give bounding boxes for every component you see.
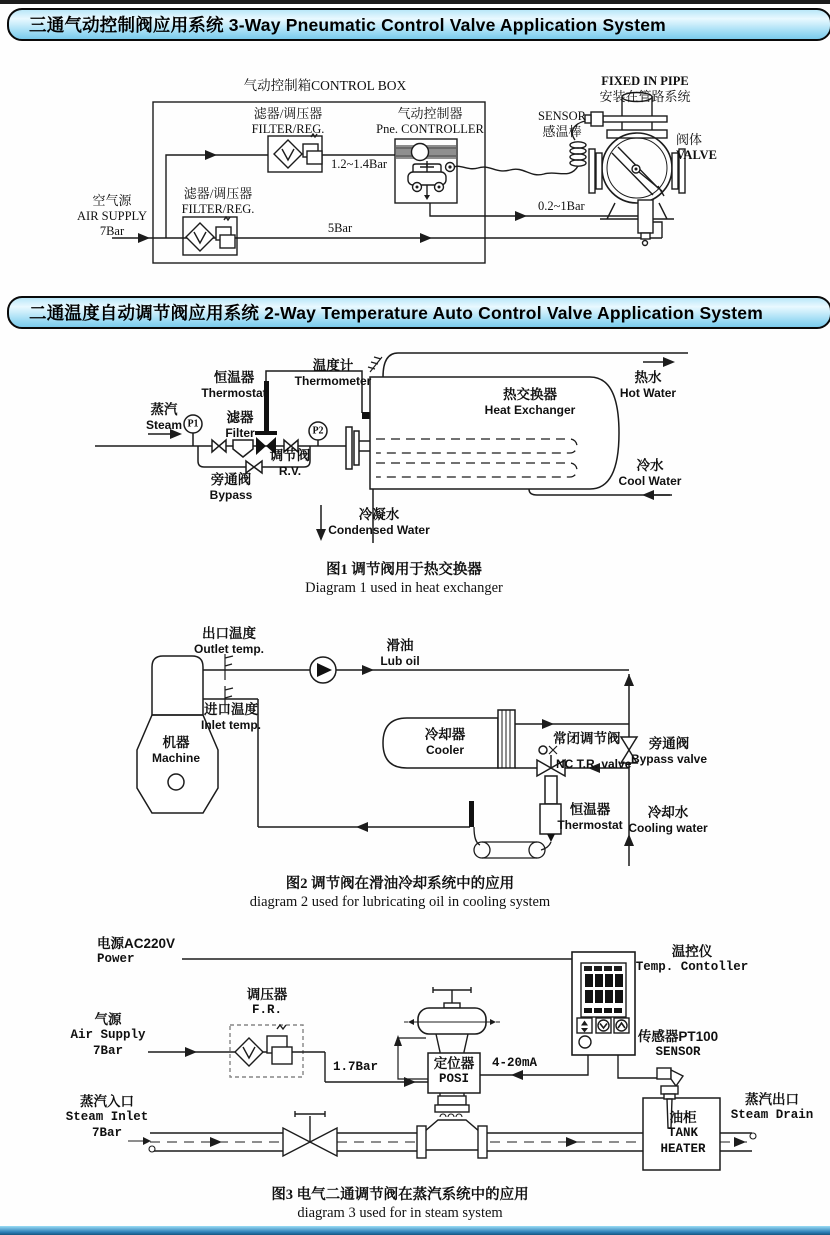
label-fixed-in-pipe [599, 74, 690, 105]
label-thermometer-cn: 温度计 [312, 358, 354, 373]
label-positioner-en: POSI [438, 1072, 469, 1087]
label-hx-cn: 热交换器 [502, 387, 557, 402]
label-control-box-text: 气动控制箱CONTROL BOX [243, 78, 407, 93]
label-thermometer [295, 358, 372, 389]
caption-diagram-2 [250, 876, 550, 911]
label-thermostat-2-cn: 恒温器 [569, 802, 611, 817]
label-fr-cn: 调压器 [246, 987, 288, 1002]
temp-controller-device [572, 952, 635, 1055]
label-nc-valve-cn-text: 常闭调节阀 [553, 731, 621, 746]
label-cooling-water-cn: 冷却水 [647, 805, 689, 820]
caption-1-en: Diagram 1 used in heat exchanger [305, 579, 503, 596]
label-fr-en: F.R. [251, 1003, 282, 1018]
label-cooling-water [628, 805, 707, 836]
label-steam-1 [146, 402, 182, 433]
label-positioner-cn: 定位器 [433, 1056, 475, 1071]
label-filter-bottom-cn: 滤器/调压器 [183, 186, 253, 201]
caption-3-en: diagram 3 used for in steam system [297, 1204, 503, 1221]
label-pressure-signal [331, 157, 387, 172]
label-nc-valve-cn [553, 731, 621, 747]
label-steam-drain-en: Steam Drain [730, 1108, 814, 1123]
filter-reg-bottom-symbol [183, 217, 237, 255]
bottom-border [0, 1226, 830, 1235]
label-air-supply-cn: 空气源 [92, 193, 132, 208]
label-17bar [333, 1060, 378, 1075]
sensor-capillary [454, 166, 578, 175]
gate-valve-1 [212, 440, 226, 452]
label-hot-water-cn: 热水 [634, 370, 662, 385]
label-valve-body-en: VALVE [676, 147, 717, 162]
manual-valve-symbol [283, 1111, 337, 1156]
label-outlet-temp-cn: 出口温度 [201, 626, 256, 641]
label-bypass-valve [631, 736, 707, 767]
label-pressure-signal-text: 1.2~1.4Bar [331, 157, 388, 171]
label-inlet-temp-en: Inlet temp. [200, 718, 262, 733]
label-machine-cn: 机器 [162, 735, 190, 750]
label-thermostat-1-cn: 恒温器 [213, 370, 255, 385]
label-outlet-temp-en: Outlet temp. [193, 642, 265, 657]
label-pressure-output-text: 0.2~1Bar [538, 199, 585, 213]
section-header-2way-text: 二通温度自动调节阀应用系统 2-Way Temperature Auto Control Valve Application System [29, 303, 763, 323]
caption-3-cn: 图3 电气二通调节阀在蒸汽系统中的应用 [271, 1187, 529, 1203]
label-pt100-cn: 传感器PT100 [637, 1029, 719, 1044]
output-signal-line [430, 203, 638, 216]
label-cooler [425, 727, 466, 758]
label-steam-inlet-cn: 蒸汽入口 [79, 1094, 134, 1109]
label-air-supply-3-cn: 气源 [94, 1012, 122, 1027]
label-filter-top-en: FILTER/REG. [251, 121, 325, 136]
feedback-line [398, 1038, 428, 1079]
label-fr [247, 987, 288, 1019]
label-cool-water-cn: 冷水 [636, 458, 664, 473]
label-air-supply-pressure: 7Bar [99, 224, 125, 239]
label-filter-1-cn: 滤器 [226, 410, 254, 425]
label-filter-top [252, 106, 325, 137]
label-420ma [492, 1056, 537, 1071]
label-hot-water-en: Hot Water [619, 386, 677, 401]
label-steam-inlet-en: Steam Inlet [65, 1110, 149, 1125]
label-tank-en1: TANK [667, 1126, 699, 1141]
label-condensed-water [328, 507, 430, 538]
label-inlet-temp-cn: 进口温度 [203, 702, 258, 717]
label-positioner [434, 1056, 475, 1088]
filter-symbol [233, 440, 253, 457]
label-bypass-1-cn: 旁通阀 [210, 472, 252, 487]
label-steam-1-cn: 蒸汽 [150, 402, 178, 417]
label-fixed-cn: 安装在管路系统 [599, 89, 691, 105]
label-air-supply-3-en: Air Supply [70, 1028, 146, 1043]
filter-reg-top-symbol [268, 134, 322, 172]
caption-2-cn: 图2 调节阀在滑油冷却系统中的应用 [285, 876, 515, 892]
label-air-supply-en: AIR SUPPLY [77, 208, 147, 223]
label-temp-controller [636, 944, 749, 976]
label-bypass-1-en: Bypass [209, 488, 253, 503]
label-controller-en: Pne. CONTROLLER [376, 121, 484, 136]
label-pressure-supply [328, 221, 352, 236]
pneumatic-controller-symbol [395, 139, 457, 203]
label-thermostat-1 [201, 370, 266, 401]
label-machine [152, 735, 200, 766]
label-cooler-en: Cooler [425, 743, 464, 758]
label-pressure-output [538, 199, 585, 214]
label-rv-en: R.V. [278, 464, 302, 479]
label-bypass-valve-cn: 旁通阀 [648, 736, 690, 751]
label-valve-body-cn: 阀体 [676, 132, 703, 147]
capillary-coil [570, 142, 586, 166]
label-hx-en: Heat Exchanger [484, 403, 576, 418]
label-regulating-valve [270, 448, 311, 479]
label-nc-valve-en [556, 757, 631, 772]
label-lub-oil [380, 638, 419, 669]
label-temp-controller-cn: 温控仪 [671, 944, 713, 959]
label-tank-heater [660, 1110, 705, 1157]
label-inlet-temp [201, 702, 261, 733]
label-filter-top-cn: 滤器/调压器 [253, 106, 323, 121]
label-steam-drain-cn: 蒸汽出口 [744, 1092, 799, 1107]
label-control-box [244, 78, 407, 94]
label-cooling-water-en: Cooling water [628, 821, 708, 836]
caption-2-en: diagram 2 used for lubricating oil in cooling system [249, 893, 551, 910]
label-temp-controller-en: Temp. Contoller [635, 960, 749, 975]
label-sensor [538, 109, 586, 140]
label-nc-valve-en-text: NC T.R. valve [556, 757, 632, 771]
label-tank-cn: 油柜 [669, 1110, 697, 1125]
label-pt100-en: SENSOR [655, 1045, 701, 1060]
label-fixed-en: FIXED IN PIPE [601, 74, 689, 88]
label-filter-1-en: Filter [225, 426, 255, 441]
label-heat-exchanger [485, 387, 576, 418]
label-pt100 [638, 1029, 718, 1061]
label-steam-drain [731, 1092, 814, 1124]
label-tank-en2: HEATER [660, 1141, 706, 1156]
label-controller [376, 106, 484, 137]
section-header-3way-text: 三通气动控制阀应用系统 3-Way Pneumatic Control Valve Application System [29, 15, 666, 35]
caption-1-cn: 图1 调节阀用于热交换器 [326, 562, 482, 578]
fr-filter-symbol [235, 1025, 292, 1066]
label-filter-1 [225, 410, 254, 441]
label-cool-water [619, 458, 682, 489]
label-steam-1-en: Steam [145, 418, 183, 433]
label-sensor-en: SENSOR [538, 109, 586, 123]
label-lub-oil-cn: 滑油 [386, 638, 414, 653]
label-thermostat-1-en: Thermostat [201, 386, 267, 401]
label-machine-en: Machine [151, 751, 201, 766]
gauge-p2-text: P2 [312, 425, 324, 437]
label-air-supply [77, 193, 147, 239]
label-thermostat-2-en: Thermostat [557, 818, 623, 833]
label-17bar-text: 1.7Bar [333, 1060, 379, 1074]
label-pressure-supply-text: 5Bar [327, 221, 353, 235]
label-air-supply-3-pressure: 7Bar [92, 1043, 124, 1058]
label-sensor-cn: 感温棒 [542, 124, 582, 140]
label-condensed-cn: 冷凝水 [358, 507, 400, 522]
label-420ma-text: 4-20mA [492, 1056, 538, 1070]
gauge-p1-text: P1 [187, 418, 199, 430]
label-filter-bottom [182, 186, 255, 217]
label-valve-body [676, 132, 717, 163]
label-steam-inlet-pressure: 7Bar [91, 1125, 123, 1140]
label-controller-cn: 气动控制器 [397, 106, 463, 121]
label-cooler-cn: 冷却器 [424, 727, 466, 742]
label-filter-bottom-en: FILTER/REG. [181, 201, 255, 216]
label-lub-oil-en: Lub oil [380, 654, 420, 669]
label-steam-inlet [66, 1094, 149, 1141]
label-thermometer-en: Thermometer [294, 374, 372, 389]
label-power-cn: 电源AC220V [97, 936, 176, 951]
caption-diagram-3 [271, 1187, 528, 1222]
label-bypass-valve-en: Bypass valve [630, 752, 708, 767]
label-rv-cn: 调节阀 [269, 448, 311, 463]
label-thermostat-2 [557, 802, 622, 833]
label-condensed-en: Condensed Water [328, 523, 430, 538]
label-outlet-temp [194, 626, 264, 657]
label-bypass-1 [210, 472, 253, 503]
label-power-en: Power [97, 952, 135, 967]
valve-positioner [638, 200, 653, 233]
label-air-supply-3 [70, 1012, 145, 1059]
caption-diagram-1 [305, 562, 503, 597]
label-hot-water [620, 370, 676, 401]
label-cool-water-en: Cool Water [618, 474, 682, 489]
pump-symbol [310, 657, 336, 683]
label-power [97, 936, 175, 968]
